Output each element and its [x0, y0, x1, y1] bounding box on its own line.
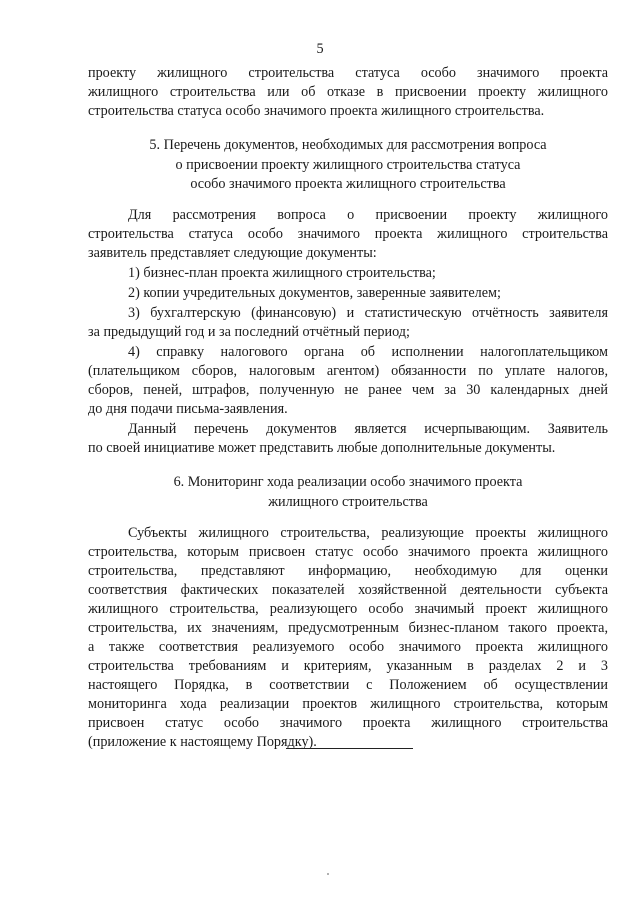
section-5-heading — [88, 136, 608, 195]
section-6-heading-line-2: жилищного строительства — [268, 493, 428, 510]
list-item-1: 1) бизнес-план проекта жилищного строительства; — [128, 265, 436, 281]
section-5-lead-line-2: строительства статуса особо значимого проекта жилищного строительства — [88, 226, 608, 242]
section-6-para-line-10: мониторинга хода реализации проектов жилищного строительства, которым — [88, 696, 608, 712]
section-5-closing-line-2: по своей инициативе может представить любые дополнительные документы. — [88, 440, 556, 456]
list-item-3-line-2: за предыдущий год и за последний отчётный период; — [88, 324, 410, 340]
section-6-para-line-9: настоящего Порядка, в соответствии с Положением об осуществлении — [88, 677, 608, 693]
intro-line-1: проекту жилищного строительства статуса особо значимого проекта — [88, 65, 608, 81]
page-number: 5 — [316, 41, 324, 57]
section-6-para-line-12: (приложение к настоящему Порядку). — [88, 734, 317, 750]
section-6-para-line-2: строительства, которым присвоен статус особо значимого проекта жилищного — [88, 544, 608, 560]
section-6-para-line-8: строительства требованиям и критериям, указанным в разделах 2 и 3 — [88, 658, 608, 674]
section-5-heading-line-3: особо значимого проекта жилищного строительства — [190, 176, 506, 193]
intro-line-2: жилищного строительства или об отказе в присвоении проекту жилищного — [88, 84, 608, 100]
section-6-heading — [88, 473, 608, 512]
list-item-4-line-2: (плательщиком сборов, налоговым агентом) обязанности по уплате налогов, — [88, 363, 608, 379]
list-item-4-line-1: 4) справку налогового органа об исполнении налогоплательщиком — [128, 344, 608, 360]
list-item-4-line-4: до дня подачи письма-заявления. — [88, 401, 288, 417]
intro-line-3: строительства статуса особо значимого проекта жилищного строительства. — [88, 103, 545, 119]
section-6-para-line-5: жилищного строительства, реализующего особо значимый проект жилищного — [88, 601, 608, 617]
section-5-lead-line-1: Для рассмотрения вопроса о присвоении проекту жилищного — [128, 207, 608, 223]
section-6-para-line-6: строительства, их значениям, предусмотренным бизнес-планом такого проекта, — [88, 620, 608, 636]
section-6-para-line-3: строительства, представляют информацию, необходимую для оценки — [88, 563, 608, 579]
section-5-closing-line-1: Данный перечень документов является исчерпывающим. Заявитель — [128, 421, 608, 437]
end-rule — [286, 748, 413, 749]
list-item-2: 2) копии учредительных документов, заверенные заявителем; — [128, 285, 501, 301]
section-5-lead-line-3: заявитель представляет следующие документы: — [88, 245, 377, 261]
section-5-heading-line-1: 5. Перечень документов, необходимых для рассмотрения вопроса — [149, 137, 547, 153]
section-6-para-line-1: Субъекты жилищного строительства, реализующие проекты жилищного — [128, 525, 608, 541]
section-6-heading-line-1: 6. Мониторинг хода реализации особо значимого проекта — [173, 474, 523, 490]
list-item-4-line-3: сборов, пеней, штрафов, полученную не ранее чем за 30 календарных дней — [88, 382, 608, 398]
section-6-para-line-11: присвоен статус особо значимого проекта жилищного строительства — [88, 715, 608, 731]
section-6-para-line-4: соответствия фактических показателей хозяйственной деятельности субъекта — [88, 582, 608, 598]
section-5-heading-line-2: о присвоении проекту жилищного строительства статуса — [175, 156, 521, 173]
section-6-para-line-7: а также соответствия реализуемого особо значимого проекта жилищного — [88, 639, 608, 655]
list-item-3-line-1: 3) бухгалтерскую (финансовую) и статистическую отчётность заявителя — [128, 305, 608, 321]
scan-speck — [327, 873, 329, 875]
